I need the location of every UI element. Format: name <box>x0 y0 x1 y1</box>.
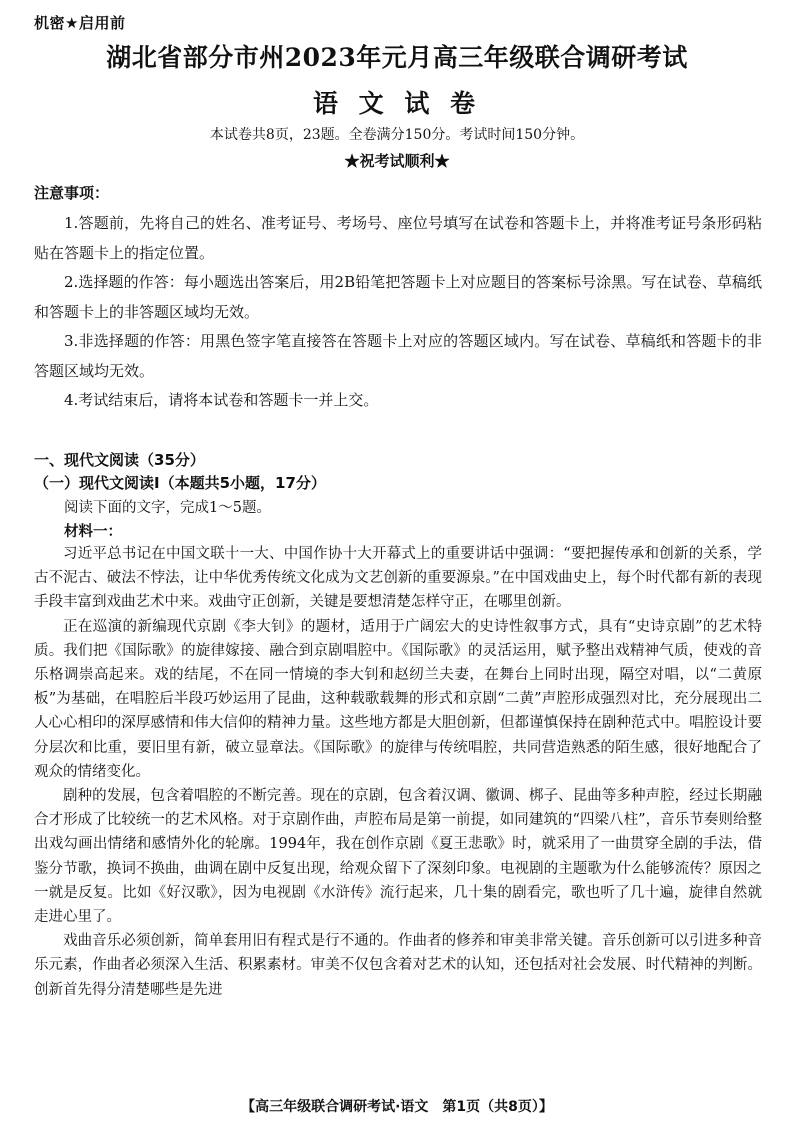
notice-item: 1.答题前，先将自己的姓名、准考证号、考场号、座位号填写在试卷和答题卡上，并将准考证号条形码粘贴在答题卡上的指定位置。 <box>34 214 762 262</box>
notice-item: 4.考试结束后，请将本试卷和答题卡一并上交。 <box>64 391 379 409</box>
good-luck-line: ★祝考试顺利★ <box>344 152 450 170</box>
notice-list <box>34 209 762 416</box>
material-text <box>34 542 762 1002</box>
paragraph: 戏曲音乐必须创新，简单套用旧有程式是行不通的。作曲者的修养和审美非常关键。音乐创新可以引进多种音乐元素，作曲者必须深入生活、积累素材。审美不仅包含着对艺术的认知，还包括对社会发展、时代精神的判断。创新首先得分清楚哪些是先进 <box>34 933 762 998</box>
notice-heading: 注意事项： <box>34 184 110 202</box>
material-heading: 材料一： <box>64 524 122 540</box>
section-heading: 一、现代文阅读（35分） <box>34 451 205 469</box>
confidential-label: 机密★启用前 <box>34 14 126 32</box>
reading-instruction: 阅读下面的文字，完成1～5题。 <box>64 500 271 516</box>
paragraph: 正在巡演的新编现代京剧《李大钊》的题材，适用于广阔宏大的史诗性叙事方式，具有“史诗京剧”的艺术特质。我们把《国际歌》的旋律嫁接、融合到京剧唱腔中。《国际歌》的灵活运用，赋予整出戏精神气质，使戏的音乐格调崇高起来。戏的结尾，不在同一情境的李大钊和赵纫兰夫妻，在舞台上同时出现，隔空对唱，以“二黄原板”为基础，在唱腔后半段巧妙运用了昆曲，这种载歌载舞的形式和京剧“二黄”声腔形成强烈对比，充分展现出二人心心相印的深厚感情和伟大信仰的精神力量。这些地方都是大胆创新，但都谨慎保持在剧种范式中。唱腔设计要分层次和比重，要旧里有新，破立显章法。《国际歌》的旋律与传统唱腔，共同营造熟悉的陌生感，很好地配合了观众的情绪变化。 <box>34 618 762 780</box>
notice-item: 2.选择题的作答：每小题选出答案后，用2B铅笔把答题卡上对应题目的答案标号涂黑。写在试卷、草稿纸和答题卡上的非答题区域均无效。 <box>34 273 762 321</box>
paragraph: 习近平总书记在中国文联十一大、中国作协十大开幕式上的重要讲话中强调：“要把握传承和创新的关系，学古不泥古、破法不悖法，让中华优秀传统文化成为文艺创新的重要源泉。”在中国戏曲史上，每个时代都有新的表现手段丰富到戏曲艺术中来。戏曲守正创新，关键是要想清楚怎样守正，在哪里创新。 <box>34 546 762 611</box>
subsection-heading: （一）现代文阅读Ⅰ（本题共5小题，17分） <box>34 474 326 492</box>
page-footer: 【高三年级联合调研考试·语文 第1页（共8页）】 <box>241 1099 553 1115</box>
notice-item: 3.非选择题的作答：用黑色签字笔直接答在答题卡上对应的答题区域内。写在试卷、草稿纸和答题卡的非答题区域均无效。 <box>34 332 762 380</box>
exam-title: 湖北省部分市州2023年元月高三年级联合调研考试 <box>106 43 688 72</box>
exam-meta: 本试卷共8页，23题。全卷满分150分。考试时间150分钟。 <box>209 127 585 143</box>
paragraph: 剧种的发展，包含着唱腔的不断完善。现在的京剧，包含着汉调、徽调、梆子、昆曲等多种声腔，经过长期融合才形成了比较统一的艺术风格。对于京剧作曲，声腔布局是第一前提，如同建筑的“四梁八柱”，音乐节奏则给整出戏勾画出情绪和感情外化的轮廓。1994年，我在创作京剧《夏王悲歌》时，就采用了一曲贯穿全剧的手法，借鉴分节歌，换词不换曲，曲调在剧中反复出现，给观众留下了深刻印象。电视剧的主题歌为什么能够流传？原因之一就是反复。比如《好汉歌》，因为电视剧《水浒传》流行起来，几十集的剧看完，歌也听了几十遍，旋律自然就走进心里了。 <box>34 788 762 926</box>
subject-title: 语 文 试 卷 <box>312 89 482 118</box>
